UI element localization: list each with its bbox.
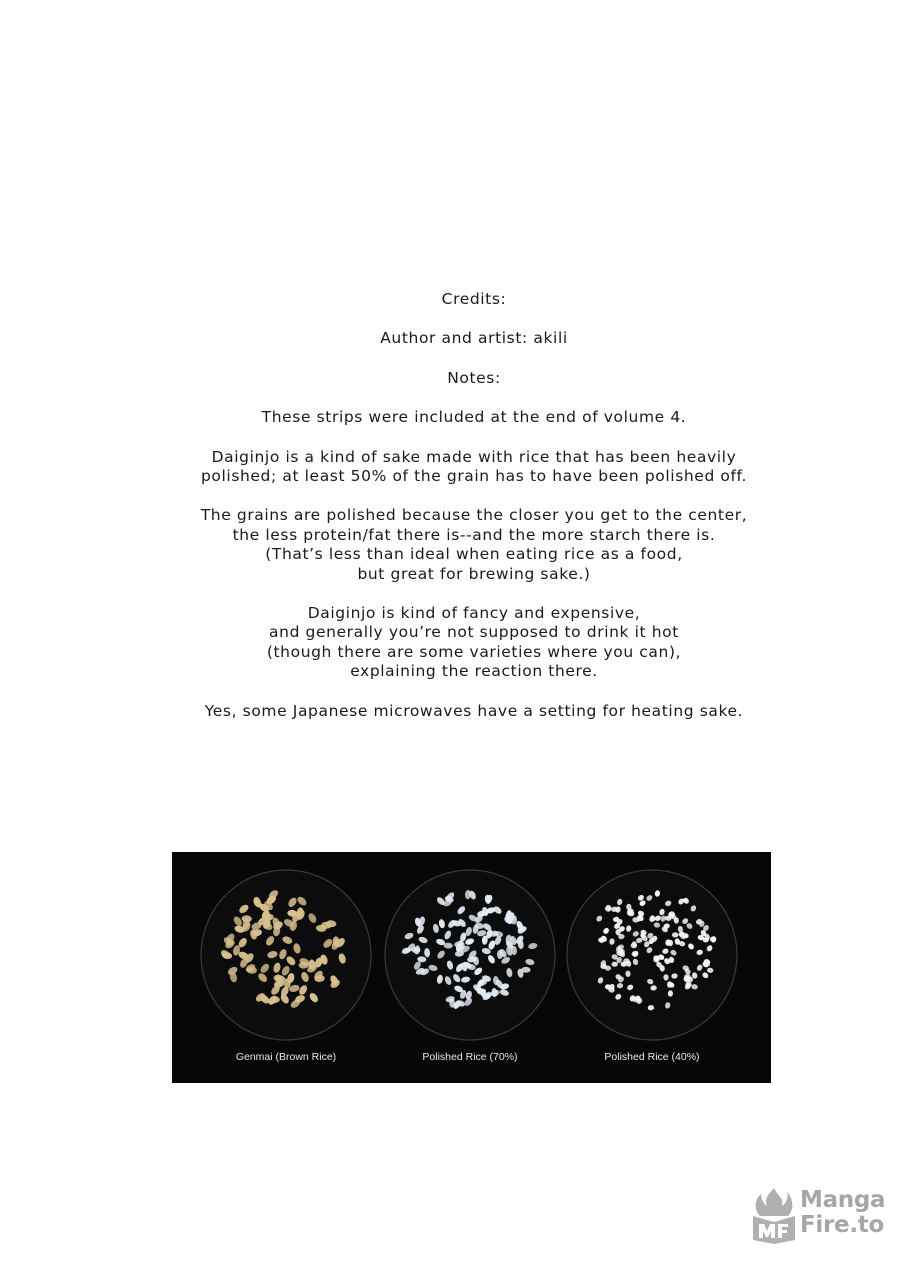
credits-heading: Credits: xyxy=(441,290,507,308)
note-line: Daiginjo is a kind of sake made with rice that has been heavily xyxy=(211,447,737,466)
note-line: (That’s less than ideal when eating rice as a food, xyxy=(265,545,683,564)
mangafire-watermark xyxy=(750,1186,900,1246)
note-line: and generally you’re not supposed to drink it hot xyxy=(269,623,679,642)
note-line: (though there are some varieties where you can), xyxy=(266,642,682,661)
note-line: polished; at least 50% of the grain has to have been polished off. xyxy=(200,467,748,486)
caption-brown-rice: Genmai (Brown Rice) xyxy=(235,1051,337,1063)
watermark-line-2: Fire.to xyxy=(800,1212,884,1238)
watermark-line-1: Manga xyxy=(800,1187,886,1213)
note-line: Yes, some Japanese microwaves have a setting for heating sake. xyxy=(204,701,744,720)
caption-polished-40: Polished Rice (40%) xyxy=(604,1051,700,1063)
dish-polished-40 xyxy=(567,870,737,1040)
note-line: explaining the reaction there. xyxy=(350,662,598,681)
rice-grain xyxy=(623,958,629,963)
notes-block xyxy=(120,290,828,741)
note-line: the less protein/fat there is--and the more starch there is. xyxy=(232,525,716,544)
note-paragraph-1 xyxy=(120,408,828,427)
note-line: but great for brewing sake.) xyxy=(357,564,591,583)
caption-polished-70: Polished Rice (70%) xyxy=(422,1051,518,1063)
note-paragraph-5 xyxy=(120,702,828,721)
rice-grain xyxy=(663,974,668,980)
note-paragraph-2 xyxy=(120,448,828,487)
note-line: These strips were included at the end of volume 4. xyxy=(261,408,687,427)
note-paragraph-4 xyxy=(120,604,828,682)
rice-comparison-photo xyxy=(172,852,771,1083)
author-line: Author and artist: akili xyxy=(380,329,568,348)
watermark-text xyxy=(800,1188,885,1238)
notes-heading: Notes: xyxy=(447,368,501,387)
flame-book-icon xyxy=(750,1186,798,1244)
note-paragraph-3 xyxy=(120,506,828,584)
note-line: Daiginjo is kind of fancy and expensive, xyxy=(307,604,641,623)
rice-dishes xyxy=(172,852,771,1083)
note-line: The grains are polished because the closer you get to the center, xyxy=(200,506,748,525)
